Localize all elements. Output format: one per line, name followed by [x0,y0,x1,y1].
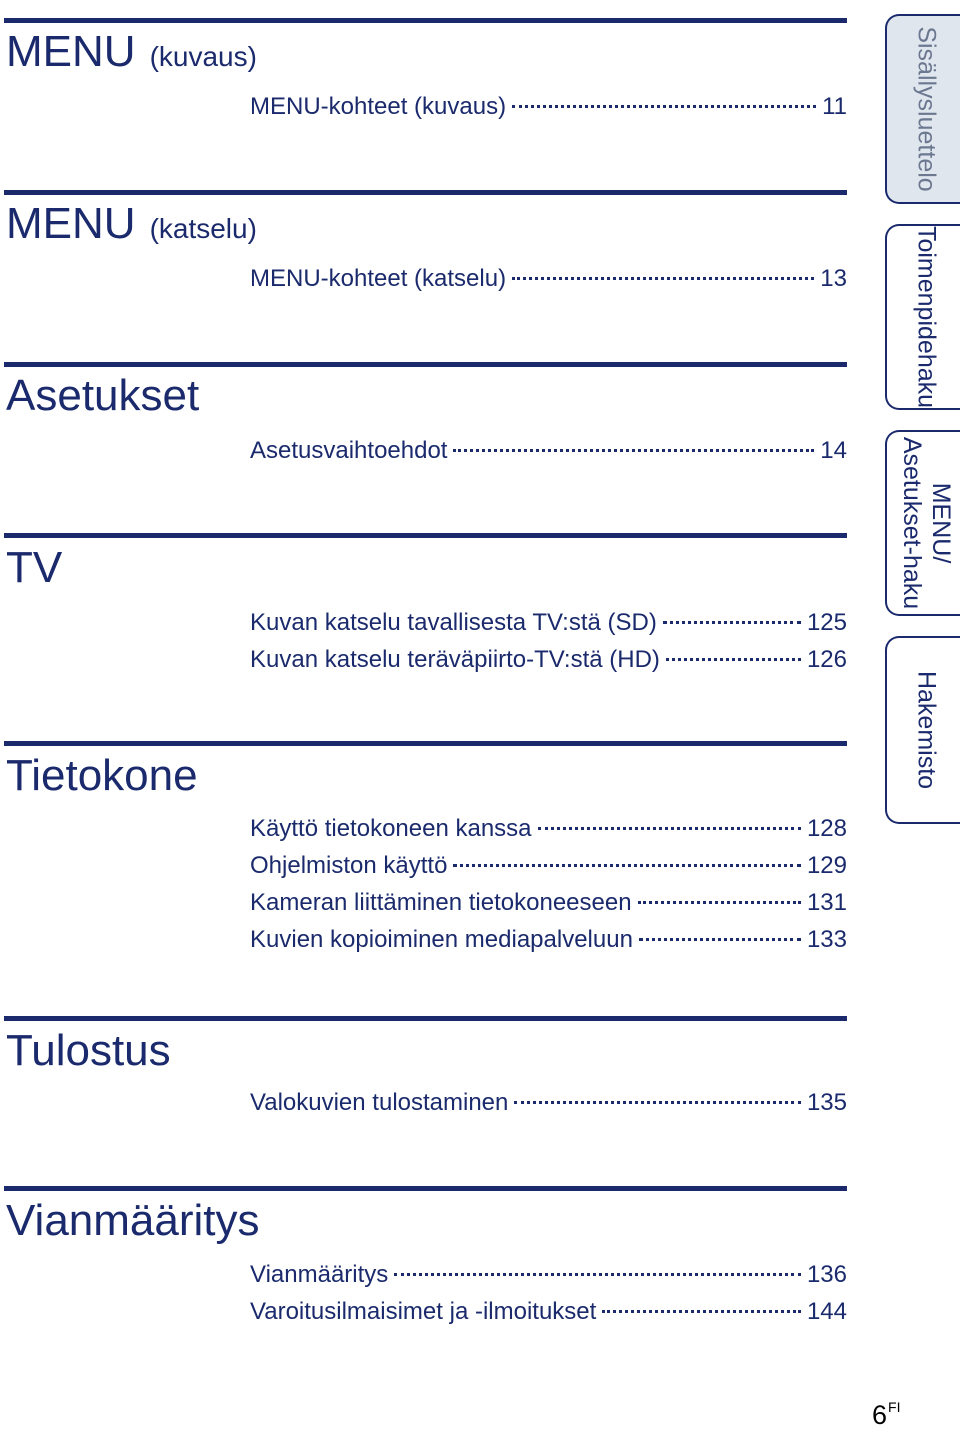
toc-entry[interactable] [250,1256,847,1293]
toc-entry[interactable] [250,884,847,921]
section-heading [6,199,257,248]
entry-list [250,1084,847,1121]
entry-label: Kuvan katselu teräväpiirto-TV:stä (HD) [250,646,660,673]
section-rule [4,741,847,746]
entry-label: MENU-kohteet (kuvaus) [250,93,507,120]
dot-leader [639,938,801,941]
entry-label: Vianmääritys [250,1261,389,1288]
heading-title: Tulostus [6,1026,171,1075]
entry-label: Ohjelmiston käyttö [250,852,448,879]
section-heading [6,751,198,800]
dot-leader [453,864,801,867]
entry-page: 13 [820,265,847,292]
section-rule [4,1186,847,1191]
entry-label: Valokuvien tulostaminen [250,1089,509,1116]
toc-entry[interactable] [250,810,847,847]
toc-entry[interactable] [250,432,847,469]
entry-label: Asetusvaihtoehdot [250,437,448,464]
entry-page: 14 [820,437,847,464]
entry-page: 126 [806,646,847,673]
page-number-value: 6 [872,1400,888,1430]
entry-page: 144 [806,1298,847,1325]
section-rule [4,362,847,367]
entry-list [250,260,847,297]
heading-title: Asetukset [6,371,200,420]
entry-page: 135 [806,1089,847,1116]
dot-leader [514,1101,801,1104]
entry-page: 133 [806,926,847,953]
heading-title: Vianmääritys [6,1196,260,1245]
heading-title: TV [6,543,63,592]
entry-page: 131 [806,889,847,916]
section-heading [6,27,257,76]
entry-label: Kuvien kopioiminen mediapalveluun [250,926,633,953]
entry-list [250,88,847,125]
section-heading [6,1026,171,1075]
section-rule [4,18,847,23]
toc-entry[interactable] [250,604,847,641]
heading-title: MENU [6,199,136,248]
entry-label: Kuvan katselu tavallisesta TV:stä (SD) [250,609,657,636]
entry-label: Kameran liittäminen tietokoneeseen [250,889,632,916]
dot-leader [666,658,801,661]
tab-hakemisto[interactable] [885,636,960,824]
toc-entry[interactable] [250,88,847,125]
tab-label: Hakemisto [912,670,941,790]
dot-leader [394,1273,801,1276]
dot-leader [512,277,814,280]
tab-label-line1: MENU/ [926,482,955,564]
entry-list [250,810,847,958]
dot-leader [602,1310,801,1313]
entry-page: 125 [806,609,847,636]
toc-entry[interactable] [250,641,847,678]
entry-page: 129 [806,852,847,879]
tab-sisallysluettelo[interactable] [885,14,960,204]
entry-list [250,432,847,469]
toc-entry[interactable] [250,260,847,297]
heading-title: MENU [6,27,136,76]
page-language-code: FI [888,1399,901,1415]
entry-page: 128 [806,815,847,842]
tab-menu-asetukset-haku[interactable] [885,430,960,616]
toc-entry[interactable] [250,847,847,884]
tab-label-line2: Asetukset-haku [898,436,926,610]
heading-subtitle: (katselu) [149,213,257,244]
section-heading [6,371,200,420]
entry-label: Käyttö tietokoneen kanssa [250,815,532,842]
page-number [872,1399,901,1430]
toc-entry[interactable] [250,1293,847,1330]
dot-leader [538,827,801,830]
entry-list [250,604,847,678]
tab-label [897,437,955,609]
section-rule [4,190,847,195]
section-rule [4,533,847,538]
heading-title: Tietokone [6,751,198,800]
dot-leader [453,449,814,452]
entry-list [250,1256,847,1330]
entry-page: 11 [822,93,847,120]
section-heading [6,1196,260,1245]
section-rule [4,1016,847,1021]
toc-entry[interactable] [250,921,847,958]
entry-label: MENU-kohteet (katselu) [250,265,507,292]
dot-leader [512,105,816,108]
dot-leader [638,901,801,904]
tab-toimenpidehaku[interactable] [885,224,960,410]
section-heading [6,543,63,592]
entry-label: Varoitusilmaisimet ja -ilmoitukset [250,1298,597,1325]
tab-label: Sisällysluettelo [912,26,941,192]
toc-entry[interactable] [250,1084,847,1121]
tab-label: Toimenpidehaku [912,225,941,409]
entry-page: 136 [806,1261,847,1288]
dot-leader [663,621,801,624]
heading-subtitle: (kuvaus) [149,41,257,72]
